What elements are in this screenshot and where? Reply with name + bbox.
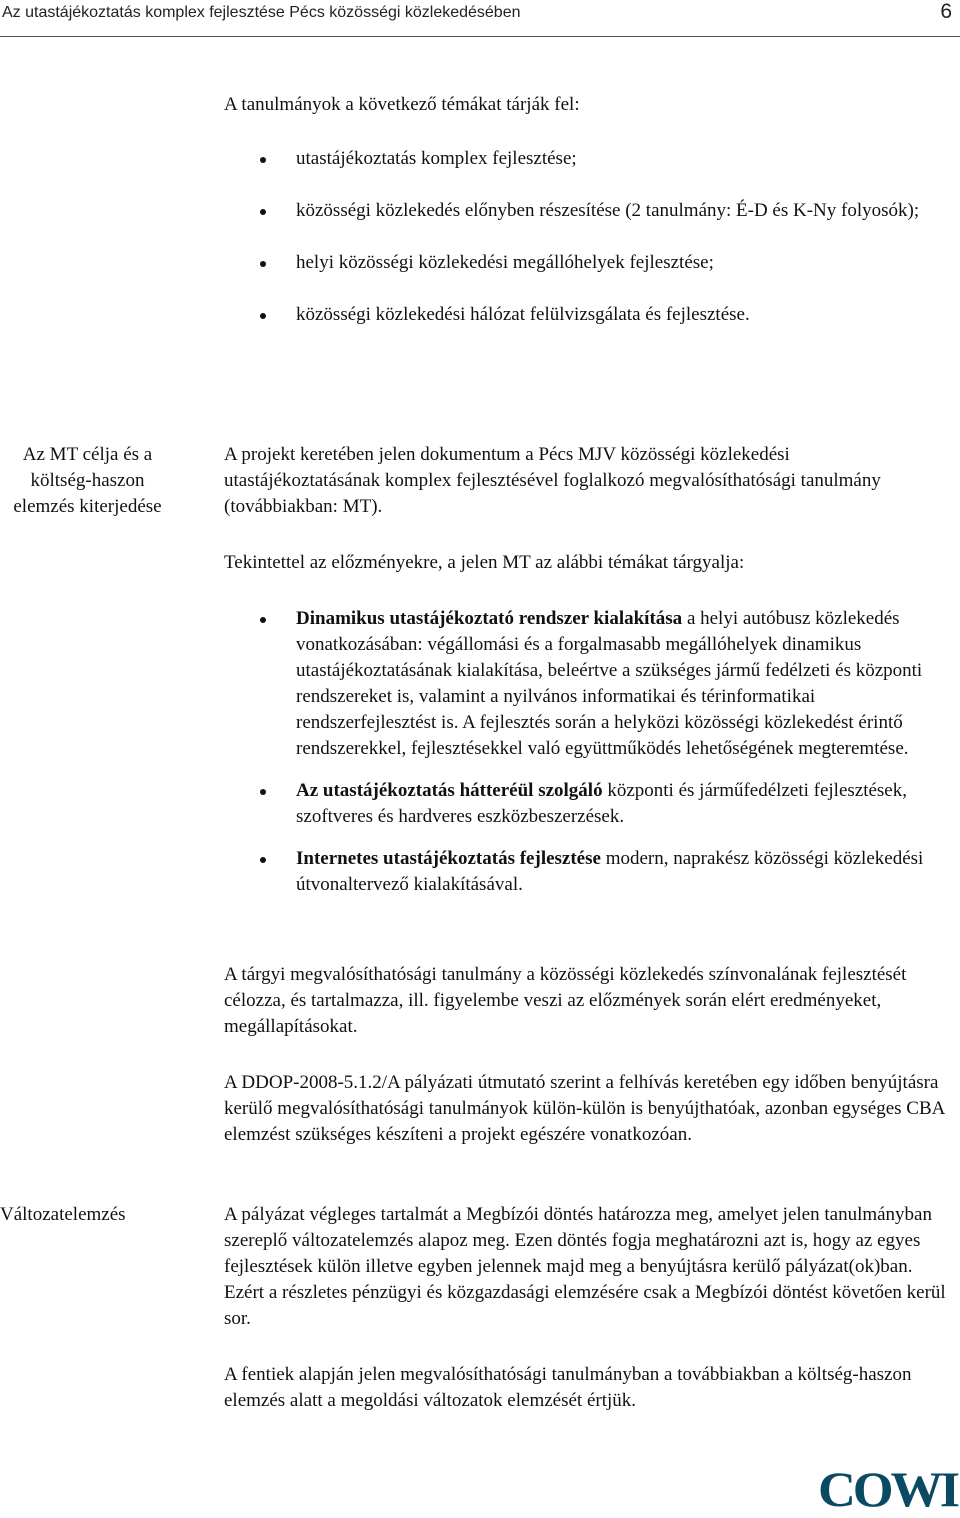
side-label-variant-analysis: Változatelemzés bbox=[0, 1204, 126, 1225]
list-item: Az utastájékoztatás hátteréül szolgáló központi és járműfedélzeti fejlesztések, szoftveres és hardveres eszközbeszerzések. bbox=[260, 778, 950, 830]
mt-intro-paragraph: A projekt keretében jelen dokumentum a Pécs MJV közösségi közlekedési utastájékoztatásának komplex fejlesztésével foglalkozó megvalósíthatósági tanulmány (továbbiakban: MT). bbox=[224, 444, 881, 517]
feasibility-paragraph: A tárgyi megvalósíthatósági tanulmány a közösségi közlekedés színvonalának fejlesztését célozza, és tartalmazza, ill. figyelembe veszi az előzmények során elért eredményeket, megállapításokat. bbox=[224, 964, 907, 1037]
page-number: 6 bbox=[940, 0, 952, 23]
page-header bbox=[0, 0, 960, 37]
list-item: Internetes utastájékoztatás fejlesztése modern, naprakész közösségi közlekedési útvonaltervező kialakításával. bbox=[260, 846, 950, 898]
cowi-logo: COWI bbox=[818, 1461, 958, 1517]
intro-text: A tanulmányok a következő témákat tárják fel: bbox=[224, 94, 580, 115]
topics-list bbox=[260, 146, 950, 328]
bullet-icon bbox=[260, 157, 266, 163]
bullet-icon bbox=[260, 857, 266, 863]
list-item: Dinamikus utastájékoztató rendszer kialakítása a helyi autóbusz közlekedés vonatkozásában: végállomási és a forgalmasabb megállóhelyek dinamikus utastájékoztatásának kialakítása, beleértve a szükséges jármű fedélzeti és központi rendszereket is, valamint a nyilvános informatikai és térinformatikai rendszerfejlesztést is. A fejlesztés során a helyközi közösségi közlekedést érintő rendszerekkel, fejlesztésekkel való együttműködés lehetőségének megteremtése. bbox=[260, 606, 950, 762]
list-item: közösségi közlekedés előnyben részesítése (2 tanulmány: É-D és K-Ny folyosók); bbox=[260, 198, 950, 224]
header-title: Az utastájékoztatás komplex fejlesztése Pécs közösségi közlekedésében bbox=[2, 4, 521, 21]
bullet-icon bbox=[260, 789, 266, 795]
list-item: közösségi közlekedési hálózat felülvizsgálata és fejlesztése. bbox=[260, 302, 950, 328]
mt-topics-intro: Tekintettel az előzményekre, a jelen MT az alábbi témákat tárgyalja: bbox=[224, 552, 745, 573]
side-label-mt-goal: Az MT célja és a költség-haszon elemzés kiterjedése bbox=[13, 444, 162, 517]
list-item: utastájékoztatás komplex fejlesztése; bbox=[260, 146, 950, 172]
bullet-icon bbox=[260, 617, 266, 623]
bullet-icon bbox=[260, 261, 266, 267]
ddop-paragraph: A DDOP-2008-5.1.2/A pályázati útmutató szerint a felhívás keretében egy időben benyújtásra kerülő megvalósíthatósági tanulmányok külön-külön is benyújthatóak, azonban egységes CBA elemzést szükséges készíteni a projekt egészére vonatkozóan. bbox=[224, 1072, 945, 1145]
mt-topics-list bbox=[260, 606, 950, 898]
conclusion-paragraph: A fentiek alapján jelen megvalósíthatósági tanulmányban a továbbiakban a költség-haszon elemzés alatt a megoldási változatok elemzését értjük. bbox=[224, 1364, 912, 1411]
variant-paragraph: A pályázat végleges tartalmát a Megbízói döntés határozza meg, amelyet jelen tanulmányban szereplő változatelemzés alapoz meg. Ezen döntés fogja meghatározni azt is, hogy az egyes fejlesztések külön illetve egyben jelennek majd meg a benyújtásra kerülő pályázat(ok)ban. Ezért a részletes pénzügyi és közgazdasági elemzésére csak a Megbízói döntést követően kerül sor. bbox=[224, 1204, 946, 1329]
list-item: helyi közösségi közlekedési megállóhelyek fejlesztése; bbox=[260, 250, 950, 276]
bullet-icon bbox=[260, 209, 266, 215]
bullet-icon bbox=[260, 313, 266, 319]
